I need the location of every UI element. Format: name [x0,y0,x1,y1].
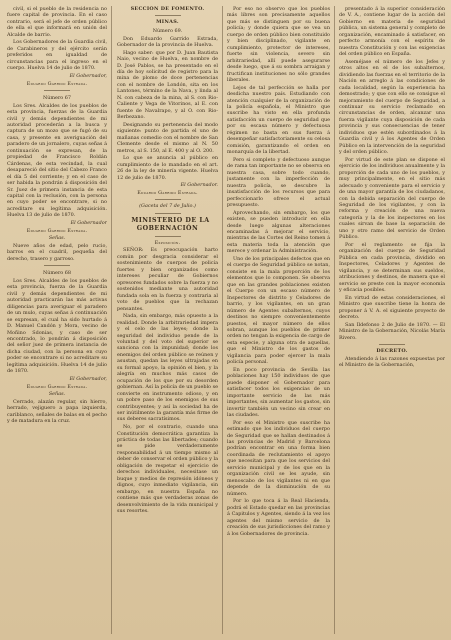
column-1 [7,6,107,636]
column-4 [339,6,445,636]
paragraph: Por eso no observo que los pueblos más libres son precisamente aquellos que más se distinguen por su buena policía; y donde quiera que se vea un cuerpo de orden público bien constituido y bien disciplinado, vigilante en cumplimiento, protector de intereses, fuerte sin violencia, severo sin arbitrariedad, allí puede asegurarse desde luego, que á su sombra arraigan y fructifican instituciones no sólo grandes liberales. [227,6,330,83]
decree-heading: DECRETO. [376,348,408,355]
notice-number: Número 67 [42,95,72,101]
paragraph: Aprovechando, sin embargo, los que existen, se pueden introducir en ella desde luego algunas alteraciones encaminadas á mejorar el servicio, mientras de las Cortes del Reino tomen á esta materia toda la atención que merece y ordenar la Administración. [227,209,330,255]
column-rule-1 [111,6,112,634]
paragraph: Lejos de tal perfección se halla por desdicha nuestro país. Estudiando con atención cualquier de la organización de la policía española, el Ministro que suscribe ha visto en ella profunda satisfacción un cuerpo de seguridad que por su escasa número y defectuosa régimen no basta en sus fuerza á desempeñar satisfactoriamente su celosa comisión, garantizando el orden en monarquía de la libertad. [227,84,330,156]
paragraph: Atendiendo á las razones expuestas por el Ministro de la Gobernación, [339,355,445,369]
paragraph: Uno de los principales defectos que en el cuerpo de Seguridad público se notan, consiste en la mala proporción de los elementos que lo componen. Se observa que en las grandes poblaciones existen el Cuerpo con un escaso número de Inspectores de distrito y Celadores de barrio, y los vigilantes, en un gran número de Agentes subalternos, cuyos destinos no siempre convenientemente puestos, el mayor número de ellos sobran, aunque los pueblos de primer orden no tengan la exigencia de cargo de esta especie, y alguna otra de aquellas, que el Ministro de los gastos de vigilancia para poder ejercer la mala policía personal. [227,255,330,366]
signature-title: El Gobernador, [69,375,107,382]
paragraph: Don Eduardo Garrido Estrada, Gobernador de la provincia de Huelva. [117,35,218,48]
paragraph: Designando su pertenencia del modo siguiente: punto de partida el uno de mañanas comedio con el nombre de San Clemente desde el mismo al N. 50 metros, al S. 150, al E. 400 y al O. 200. [117,121,218,154]
notice-number: Número 69. [152,27,183,34]
paragraph: civil, si el pueblo de la residencia no fuere capital de provincia. En el caso contrario, será el jefe de orden público de ella el que informará en unión del Alcalde de barrio. [7,6,107,38]
paragraph: Los Sres. Alcaldes de los pueblos de esta provincia, fuerza de la Guardia civil y demás dependientes de mi autoridad practicarán las más activas diligencias para averiguar el paradero de un mulo, cuyas señas á continuación se expresan, el cual ha sido hurtado á D. Manuel Candón y Mora, vecino de Moñino Sdonias, y caso de ser encontrado, lo pondrán á disposición del señor juez de primera instancia de dicha ciudad, con la persona en cuyo poder se encontrare si no acreditare su legítima adquisición. Huelva 14 de julio de 1870. [7,277,107,375]
paragraph: Nueve años de edad, pelo rucio, barros en el cuadril, pequeña del derecho, trasero y garroso. [7,242,107,262]
column-rule-2 [222,6,223,634]
paragraph: Por lo que toca á la Real Hacienda, podrá el Estado quedar en las provincias á Capitulos y Agentes, siendo á la vez los agentes del mismo servicio de la creación de sus jurisdicciones del ramo y á los Gobernadores de provincia. [227,498,330,537]
subsection-heading: MINAS. [156,19,179,26]
paragraph: Por el reglamento se fija la organización del cuerpo de Seguridad Pública en cada provincia, dividido en Inspectores, Celadores y Agentes de vigilancia, y se determinan sus sueldos, atribuciones y destinos, de manera que el servicio se preste con la mayor economía y eficacia posibles. [339,241,445,294]
signature-name: Eduardo Garrido Estrada. [26,227,88,234]
paragraph: Por eso el Ministro que suscribe ha estimado que los individuos del cuerpo de Seguridad que se hallan destinados á las provincias de Madrid y Barcelona podrían encontrar en una forma bien coordinada de reclutamiento el apoyo que necesitan para que los servicios del servicio municipal y de los que en la organización civil se les ayude, sin menoscabo de los vigilantes ni en que depende de la disminución de su número. [227,419,330,497]
separator [155,199,181,200]
column-rule-3 [334,6,335,634]
paragraph: Por virtud de este plan se dispone el ejercicio de los individuos anualmente y la proporción de cada uno de los pueblos, y muy principalmente, en el sitio más adecuado y conveniente para el servicio y de una mayor garantía de los ciudadanos, con la debida separación del cuerpo de Seguridad de los vigilantes, y con la reforma y creación de una nueva categoría y la de los inspectores en los cuales sirvan de base la separación de uno y otro ramo del servicio de Orden Público. [339,156,445,241]
paragraph: Los Gobernadores de la Guardia civil, de Carabineros y del ejército serán preferidos en igualdad de circunstancias para el ingreso en el cuerpo. Huelva 14 de julio de 1870. [7,39,107,72]
section-heading: SECCIÓN DE FOMENTO. [130,6,205,12]
signature-name: Eduardo Garrido Estrada. [137,189,198,196]
paragraph: Lo que se anuncia al público en cumplimiento de lo mandado en el art. 26 de la ley de minería vigente. Huelva 12 de julio de 1870. [117,155,218,181]
exposition-heading: Exposición. [154,239,181,246]
paragraph: Pero si completo y defectuoso aunque de rama tan importante no se observa en nuestra casa, sobre todo cuando, justamente con la imperfección de nuestra policía, se descubre la insatisfacción de los recursos que para perfeccionarlo ofrece el actual presupuesto. [227,156,330,208]
section-label: Señas. [48,235,66,242]
signature-title: El Gobernador [70,219,107,226]
separator [44,265,70,266]
paragraph: Cerrado, alazán regular, sin hierro, herrado, vejiguero a papa izquierda, cariblanco, señales de balas en el pecho y de matadura en la cruz. [7,398,107,425]
paragraph: No, por el contrario, cuando una Constitución democrática garantiza la práctica de todas las libertades; cuando se pide verdaderamente responsabilidad á un tiempo mismo al deber de conservar el orden público y la obligación de respetar el ejercicio de derechos individuales, necesitase un buque y medios de represión idóneos y dignos, cuyo inmediato vigilancia, sin embargo, en nuestra España no contiene más que verdaderas zonas de desenvolvimiento de la vida municipal y sus resortes. [117,424,218,514]
notice-number: Número 68 [42,270,72,277]
gaceta-reference: (Gaceta del 7 de Julio.) [139,203,196,210]
separator [155,15,181,16]
signature-title: El Gobernador. [180,182,218,189]
column-3 [227,6,330,636]
paragraph: En virtud de estas consideraciones, el Ministro que suscribe tiene la honra de proponer á V. A. el siguiente proyecto de decreto. [339,294,445,321]
paragraph: Hago saber: que por D. Juan Bautista Naio, vecino de Huelva, en nombre de D. José Pablos, se ha presentado en el día de hoy solicitud de registro para la mina de plomo de doce pertenencias con el nombre de Londón, sita en los Lantones, término de la Nava, y linda al N. con cabeza de la mina, al S. con Rio-Caliente y Vega de Vitorinos, al E. con fuente de Navalrapo, y al O. con Rio-Berbezano. [117,49,218,121]
section-label: Señas. [48,391,66,398]
separator [379,344,405,345]
signature-name: Eduardo Garrido Estrada. [26,383,88,390]
paragraph: Nada, sin embargo, más opuesto a la realidad. Donde la arbitrariedad impera y el celo de las leyes; donde la seguridad del individuo pende de la voluntad y del voto del superior se sanciona con la impunidad; donde los enemigos del orden público se reúnen y asustan, quedan las leyes ultrajadas en su formal apoyo, la opinión el bien, y la alegría en muchos más casos de ocupación de los que por su desorden gobiernan. Así la policía de un pueblo se convierte en instrumento odioso, y en un pobre paso de los enemigos de sus contribuyentes; y así la sociedad ha de ser inútilmente la garantía más firme de sus deberes sacratísimos. [117,313,218,423]
paragraph: Aseméjase el número de los Jefes y otros altos en el de los subalternos, dividiendo las fuerzas en el territorio de la Nación en arreglo á las condiciones de cada localidad, según la experiencia ha demostrado; y que con ello se consigue el mejoramiento del cuerpo de Seguridad, a continuar su servicio reclamado en circunstancias de orden, alcanzar una fuerza vigilante cuya disposición de cada provincia y sus consecuencias de tener individuos que estén subordinados á la Guardia civil y á los Agentes de Orden Público en la intervención de la seguridad y del orden público. [339,58,445,156]
ministry-heading: MINISTERIO DE LA GOBERNACIÓN [131,216,210,232]
paragraph: En poco provincia de Sevilla las poblaciones hay 150 individuos de que puede disponer el Gobernador para satisfacer todos los exigencias de un importante servicio de las más importantes, sin aumentar los gastos, sin invertir también un vecino sin crear en las ciudades. [227,366,330,419]
paragraph: presentado á la superior consideración de V. A., contiene lugar de la acción del Gobierno en materia de seguridad pública, un sistema general y completo de organización, encaminado á satisfacer, en perfecto armonía con el espíritu de nuestra Constitución y con las exigencias del orden público en España. [339,6,445,58]
separator [44,90,70,91]
paragraph: San Ildefonso 2 de Julio de 1870. — El Ministro de la Gobernación, Nicolás María Rivero. [339,321,445,341]
separator [155,213,181,214]
signature-name: Eduardo Garrido Estrada. [26,80,88,87]
separator [155,236,181,237]
paragraph: Los Sres. Alcaldes de los pueblos de esta provincia, fuerzas de la Guardia civil y demás dependientes de mi autoridad procederán a la busca y captura de un mozo que se fugó de su casa, y presente en averiguación del paradero de un jornalero, cuyas señas á continuación se expresan, de la propiedad de Francisco Roldán Cárdenas, de esta vecindad, la cual desapareció del sitio del Cabezo Franco el día 5 del corriente; y en el caso de ser habida la pondrán á disposición del Sr. Juez de primera instancia de esta capital con la reclusión, con la persona en cuyo poder se encontrare, si no acreditare su legítima adquisición. Huelva 13 de julio de 1870. [7,102,107,219]
column-2 [117,6,218,636]
signature-title: El Gobernador, [69,72,107,79]
paragraph: SEÑOR: Es preocupación harto común por desgracia considerar el sostenimiento de cuerpos de policía fuertes y bien organizados como intereses peculiar de Gobiernos opresores fundados sobre la fuerza y no sostenidos mediante una autoridad fundada sola en la fuerza y contraria al voto de pueblos que la rechazan pensantes. [117,247,218,312]
